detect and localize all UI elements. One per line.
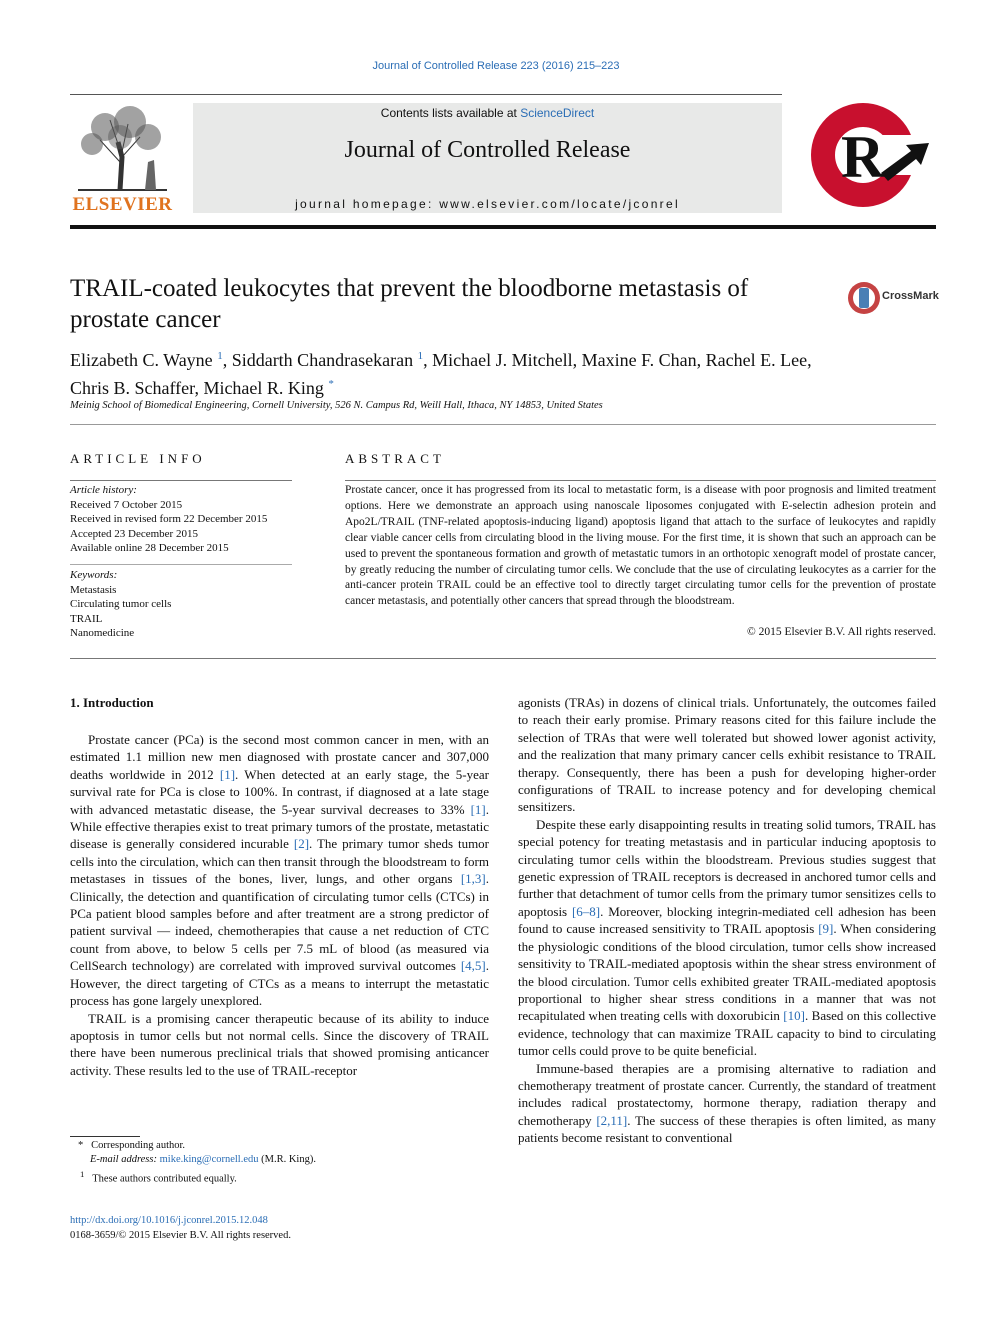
header-top-rule <box>70 94 782 95</box>
abstract-text: Prostate cancer, once it has progressed from its local to metastatic form, is a disease with poor prognosis and limited treatment options. Here we demonstrate an approach using nanoscale liposomes conjugated with E-selectin adhesion protein and Apo2L/TRAIL (TNF-related apoptosis-inducing ligand) apoptosis ligand that attach to the surface of leukocytes and rapidly clear viable cancer cells from circulating blood in the living mouse. For the first time, it is shown that such an approach can be used to prevent the spontaneous formation and growth of metastatic tumors in an orthotopic xenograft model of prostate cancer, by greatly reducing the number of circulating tumor cells. We conclude that the use of circulating leukocytes as a carrier for the anti-cancer protein TRAIL could be an effective tool to directly target circulating tumor cells for the prevention of prostate cancer metastasis, and potentially other cancers that spread through the bloodstream. <box>345 484 936 608</box>
author-name: Maxine F. Chan <box>581 350 697 370</box>
history-item: Accepted 23 December 2015 <box>70 527 198 540</box>
abstract-heading: ABSTRACT <box>345 451 445 466</box>
keywords-rule <box>70 564 292 565</box>
article-history <box>70 483 300 556</box>
body-column-right <box>518 694 936 1147</box>
footnote-email: E-mail address: mike.king@cornell.edu (M.R. King). <box>90 1154 316 1165</box>
svg-text:R: R <box>841 124 885 190</box>
citation-link[interactable]: [10] <box>783 1008 805 1024</box>
article-info-heading: ARTICLE INFO <box>70 451 206 466</box>
doi-block <box>70 1214 470 1243</box>
citation-link[interactable]: [2] <box>293 836 310 852</box>
keywords-label: Keywords: <box>70 569 118 581</box>
authors-line-1: Elizabeth C. Wayne $^1$, Siddarth Chandrasekaran $^1$, Michael J. Mitchell, Maxine F. Chan, Rachel E. Lee, <box>70 350 812 370</box>
article-title: TRAIL-coated leukocytes that prevent the bloodborne metastasis of prostate cancer <box>70 275 749 333</box>
history-item: Received 7 October 2015 <box>70 498 183 511</box>
citation-link[interactable]: [9] <box>818 921 834 937</box>
body-paragraph: Despite these early disappointing results in treating solid tumors, TRAIL has special potency for treating metastasis and in particular inducing apoptosis to circulating tumor cells within the bloodstream. Previous studies suggest that genetic expression of TRAIL receptors is decreased in anchored tumor cells and further that detachment of tumor cells from the primary tumor sensitizes cells to apoptosis [6–8]. Moreover, blocking integrin-mediated cell adhesion has been found to cause increased sensitivity to TRAIL apoptosis [9]. When considering the physiologic conditions of the blood circulation, tumor cells show increased sensitivity to TRAIL-mediated apoptosis within the shear stress environment of the blood circulation. Tumor cells exhibited greater TRAIL-mediated apoptosis proportional to higher shear stress conditions in a manner that was not recapitulated when treating cells with doxorubicin [10]. Based on this collective evidence, technology that can maximize TRAIL capacity to bind to circulating tumor cells could prove to be quite beneficial. <box>518 816 936 1059</box>
journal-homepage: journal homepage: www.elsevier.com/locate/jconrel <box>295 197 680 211</box>
keyword: Metastasis <box>70 583 117 596</box>
contents-line: Contents lists available at ScienceDirect <box>380 106 595 120</box>
journal-reference[interactable]: Journal of Controlled Release 223 (2016) 215–223 <box>372 60 620 72</box>
front-matter-rule <box>70 658 936 659</box>
sciencedirect-link[interactable]: ScienceDirect <box>520 106 595 120</box>
author-footnote-mark[interactable]: 1 <box>217 350 223 362</box>
article-info-rule <box>70 480 292 481</box>
author-name: Michael J. Mitchell <box>432 350 573 370</box>
history-item: Received in revised form 22 December 2015 <box>70 513 268 525</box>
citation-link[interactable]: [6–8] <box>571 903 601 919</box>
affiliation-rule <box>70 424 936 425</box>
author-footnote-mark[interactable]: * <box>328 378 334 390</box>
author-footnote-mark[interactable]: 1 <box>417 350 424 362</box>
keyword: TRAIL <box>70 612 103 625</box>
homepage-url[interactable]: www.elsevier.com/locate/jconrel <box>439 197 680 211</box>
footnote-rule <box>70 1136 140 1137</box>
body-paragraph: agonists (TRAs) in dozens of clinical trials. Unfortunately, the outcomes failed to reach their early promise. Primary reasons cited for this failure include the selection of TRAs that were well tolerated but showed lower agonist activity, and the realization that many primary cancer cells exhibit resistance to TRAIL therapy. Consequently, there has been a push for developing higher-order configurations of TRAIL to increase potency and for developing chemical sensitizers. <box>518 695 936 815</box>
email-link[interactable]: mike.king@cornell.edu <box>159 1154 259 1165</box>
body-paragraph: Prostate cancer (PCa) is the second most common cancer in men, with an estimated 1.1 million new men diagnosed with prostate cancer and 307,000 deaths worldwide in 2012 [1]. When detected at an early stage, the 5-year survival rate for PCa is close to 100%. In contrast, if diagnosed at a late stage with advanced metastatic disease, the 5-year survival decreases to 33% [1]. While effective therapies exist to treat primary tumors of the prostate, metastatic disease is generally considered incurable [2]. The primary tumor sheds tumor cells into the circulation, which can then transit through the bloodstream to form metastases in tissues of the bones, liver, lungs, and other organs [1,3]. Clinically, the detection and quantification of circulating tumor cells (CTCs) in PCa patient blood samples before and after treatment are a strong predictor of patient survival — indeed, chemotherapies that cause a net reduction of CTC count from above, to below 5 cells per 7.5 mL of blood (as measured via CellSearch technology) are correlated with improved survival outcomes [4,5]. However, the direct targeting of CTCs as a means to interrupt the metastatic process has gone largely unexplored. <box>70 732 490 1009</box>
citation-link[interactable]: [2,11] <box>596 1112 628 1128</box>
author-name: Elizabeth C. Wayne <box>70 350 213 370</box>
citation-link[interactable]: [1] <box>470 801 486 817</box>
keywords <box>70 568 300 641</box>
citation-link[interactable]: [4,5] <box>460 958 486 974</box>
elsevier-wordmark: ELSEVIER <box>72 194 173 215</box>
author-name: Siddarth Chandrasekaran <box>231 350 414 370</box>
issn-line: 0168-3659/© 2015 Elsevier B.V. All rights reserved. <box>70 1229 291 1241</box>
keyword: Nanomedicine <box>70 627 135 639</box>
footnotes <box>70 1139 490 1187</box>
citation-link[interactable]: [1,3] <box>460 871 486 887</box>
section-heading-introduction: 1. Introduction <box>70 695 154 710</box>
author-name: Rachel E. Lee <box>705 350 808 370</box>
footnote-corresponding: * Corresponding author. <box>78 1140 186 1151</box>
body-paragraph: TRAIL is a promising cancer therapeutic because of its ability to induce apoptosis in tumor cells but not normal cells. Since the discovery of TRAIL there have been numerous preclinical trials that showed promising anticancer activity. These results led to the use of TRAIL-receptor <box>70 1010 489 1078</box>
author-name: Michael R. King <box>203 378 324 398</box>
crossmark-label[interactable]: CrossMark <box>882 290 939 302</box>
history-label: Article history: <box>70 484 137 496</box>
author-name: Chris B. Schaffer <box>70 378 195 398</box>
journal-cr-logo <box>803 95 938 215</box>
body-paragraph: Immune-based therapies are a promising alternative to radiation and chemotherapy treatment of prostate cancer. Currently, the standard of treatment includes radical prostatectomy, hormone therapy, radiation therapy and chemotherapy [2,11]. The success of these therapies is often limited, as many patients become resistant to conventional <box>518 1060 936 1146</box>
body-column-left <box>70 731 489 1079</box>
authors-line-2: Chris B. Schaffer, Michael R. King * <box>70 378 334 398</box>
affiliation: Meinig School of Biomedical Engineering, Cornell University, 526 N. Campus Rd, Weill Hall, Ithaca, NY 14853, United States <box>70 400 603 411</box>
header-bottom-rule <box>70 225 936 229</box>
history-item: Available online 28 December 2015 <box>70 542 229 554</box>
author-list <box>70 344 940 400</box>
doi-link[interactable]: http://dx.doi.org/10.1016/j.jconrel.2015.12.048 <box>70 1215 268 1226</box>
abstract-rule <box>345 480 936 481</box>
footnote-equal-contribution: $^1$ These authors contributed equally. <box>80 1169 237 1185</box>
abstract-copyright: © 2015 Elsevier B.V. All rights reserved. <box>747 626 936 638</box>
journal-title: Journal of Controlled Release <box>344 137 631 163</box>
keyword: Circulating tumor cells <box>70 598 172 610</box>
citation-link[interactable]: [1] <box>219 766 236 782</box>
